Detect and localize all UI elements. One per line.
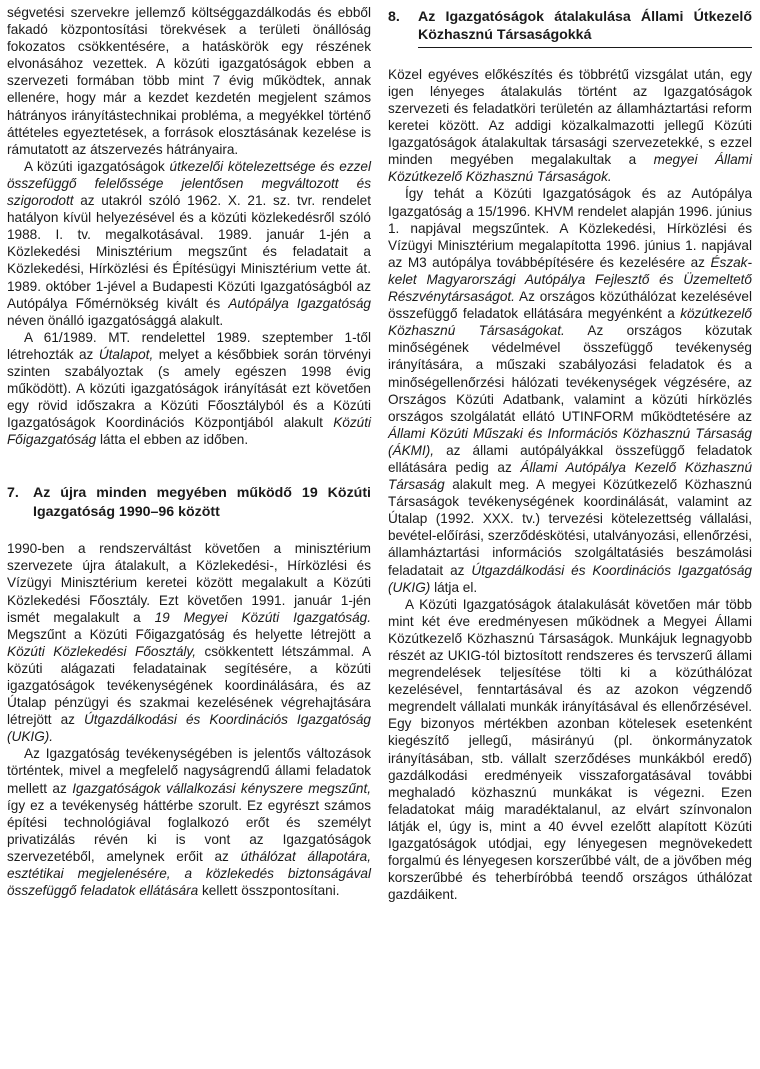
emphasis: úthálózat állapotára, esztétikai megjelenésére, a közlekedés biztonságával összefüggő feladatok ellátására [7, 848, 371, 899]
emphasis: Igazgatóságok vállalkozási kényszere megszűnt, [72, 780, 372, 796]
section-title: Az Igazgatóságok átalakulása Állami Útkezelő Közhasznú Társaságokká [418, 9, 752, 44]
heading-underline [418, 47, 752, 48]
paragraph: ségvetési szervekre jellemző költséggazdálkodás és ebből fakadó központosítási törekvések a területi önállóság fokozatos csökkentésére, a hatáskörök egy részének elvonásához vezettek. A közúti igazgatóságok ebben a szervezeti formában több mint 7 évig működtek, annak ellenére, hogy már a kezdet kezdetén megjelent számos hátrányos irányítástechnikai probléma, a megyékkel történő áttételes egyeztetések, a források elosztásának kezelése is rámutatott az átszervezés hátrányaira. [7, 5, 371, 157]
emphasis: Állami Autópálya Kezelő Közhasznú Társaság [388, 459, 753, 493]
section-7 [7, 484, 371, 899]
paragraph: Az Igazgatóság tevékenységében is jelentős változások történtek, mivel a megfelelő nagyságrendű állami feladatok mellett az Igazgatóságok vállalkozási kényszere megszűnt, így ez a tevékenység háttérbe szorult. Ez egyrészt számos építési technológiával foglalkozó erőt és személyt privatizálás révén ki is vont az Igazgatóságok szervezetéből, amelynek erőit az úthálózat állapotára, esztétikai megjelenésére, a közlekedés biztonságával összefüggő feladatok ellátására kellett összpontosítani. [7, 746, 372, 899]
emphasis: Közúti Közlekedési Főosztály, [7, 643, 196, 659]
paragraph: Közel egyéves előkészítés és többrétű vizsgálat után, egy igen lényeges átalakulás történt az Igazgatóságok szervezeti és feladatköri területén az államháztartási reform keretei között. Az addigi közalkalmazotti jellegű Közúti Igazgatóságok átalakultak társasági szervezetekké, s ezzel minden megyében megalakultak a megyei Állami Közútkezelő Közhasznú Társaságok. [388, 66, 752, 185]
emphasis: 19 Megyei Közúti Igazgatóság. [154, 609, 372, 625]
section-number: 7. [7, 485, 19, 502]
emphasis: megyei Állami Közútkezelő Közhasznú Társaságok. [388, 152, 752, 185]
emphasis: Útgazdálkodási és Koordinációs Igazgatóság (UKIG) [388, 562, 752, 595]
paragraph: Így tehát a Közúti Igazgatóságok és az Autópálya Igazgatóság a 15/1996. KHVM rendelet alapján 1996. június 1. napjával megszűntek. A Közlekedési, Hírközlési és Vízügyi Minisztérium megalapította 1996. június 1. napjával az M3 autópálya továbbépítésére és kezelésére az Észak-kelet Magyarországi Autópálya Fejlesztő és Üzemeltető Részvénytársaságot. Az országos közúthálózat kezelésével összefüggő feladatok ellátására megyénként a közútkezelő Közhasznú Társaságokat. Az országos közutak minőségének védelmével összefüggő tevékenység irányítására, a műszaki szabályozási feladatok és a minőségellenőrzési hálózati tevékenységek végzésére, az Országos Közúti Adatbank, valamint a közúti hírközlés országos szolgálatát ellátó UTINFORM működtetésére az Állami Közúti Műszaki és Információs Közhasznú Társaság (ÁKMI), az állami autópályákkal összefüggő feladatok ellátására pedig az Állami Autópálya Kezelő Közhasznú Társaság alakult meg. A megyei Közútkezelő Közhasznú Társaságok tevékenységének koordinálását, valamint az Útalap (1992. XXX. tv.) tervezési kötelezettség vállalási, bevétel-előírási, szerződéskötési, utalványozási, ellenőrzési, államháztartási információs szolgáltatásiés beszámolási feladatait az Útgazdálkodási és Koordinációs Igazgatóság (UKIG) látja el. [388, 186, 753, 595]
paragraph: 1990-ben a rendszerváltást követően a minisztérium szervezete újra átalakult, a Közlekedési-, Hírközlési és Vízügyi Minisztérium keretei között megalakult a Közúti Közlekedési Főosztály. Ezt követően 1991. január 1-jén ismét megalakult a 19 Megyei Közúti Igazgatóság. Megszűnt a Közúti Főigazgatóság és helyette létrejött a Közúti Közlekedési Főosztály, csökkentett létszámmal. A közúti alágazati feladatainak segítésére, a közúti igazgatóságok tevékenységének koordinálására, és az Útalap pénzügyi és szakmai kezelésének végrehajtására létrejött az Útgazdálkodási és Koordinációs Igazgatóság (UKIG). [7, 541, 372, 745]
emphasis: Útalapot, [98, 346, 154, 362]
section-number: 8. [388, 9, 400, 25]
paragraph: A Közúti Igazgatóságok átalakulását követően már több mint két éve eredményesen működnek a Megyei Állami Közútkezelő Közhasznú Társaságok. Munkájuk legnagyobb részét az UKIG-tól biztosított rendszeres és tervszerű állami megrendelések teljesítése tölti ki a közúthálózat kezelésével, fenntartásával és az azokon végzendő megrendelt vállalati munkák irányításával és ellenőrzésével. Egy bizonyos mértékben azonban kötelesek esetenként kiegészítő jellegű, másirányú (pl. önkormányzatok irányításában, stb. vállalt szerződéses munkákból eredő) gazdálkodási eredményeik visszaforgatásával további meghaladó közhasznú munkákat is végezni. Ezen feladatokat máig maradéktalanul, az elvárt színvonalon látják el, úgy is, mint a 40 évvel ezelőtt alapított Közúti Igazgatóságok utódjai, egy lényegesen megnövekedett forgalmú és lényegesen korszerűbbé vált, de a jövőben még korszerűbbé és teherbíróbbá teendő országos úthálózat gazdáikent. [388, 596, 752, 903]
emphasis: Észak-kelet Magyarországi Autópálya Fejlesztő és Üzemeltető Részvénytársaságot. [388, 254, 752, 305]
section-heading [388, 8, 752, 48]
emphasis: Útgazdálkodási és Koordinációs Igazgatóság (UKIG). [7, 712, 371, 745]
emphasis: Autópálya Igazgatóság [228, 295, 371, 311]
section-8 [388, 8, 752, 903]
emphasis: közútkezelő Közhasznú Társaságokat. [388, 306, 752, 339]
paragraph: A közúti igazgatóságok útkezelői kötelezettsége és ezzel összefüggő felelőssége jelentősen megváltozott és szigorodott az utakról szóló 1962. X. 21. sz. tvr. rendelet hatályon kívül helyezésével és a közúti közlekedésről szóló 1988. I. tv. megalkotásával. 1989. január 1-jén a Közlekedési Minisztérium megszűnt és feladatait a Közlekedési, Hírközlési és Építésügyi Minisztérium vette át. 1989. október 1-jével a Budapesti Közúti Igazgatóságból az Autópálya Főmérnökség kivált és Autópálya Igazgatóság néven önálló igazgatósággá alakult. [7, 158, 371, 328]
section-title: Az újra minden megyében működő 19 Közúti Igazgatóság 1990–96 között [33, 485, 371, 520]
emphasis: Állami Közúti Műszaki és Információs Közhasznú Társaság (ÁKMI), [388, 425, 752, 458]
emphasis: Közúti Főigazgatóság [7, 415, 371, 448]
right-column [388, 8, 752, 903]
left-column [7, 4, 371, 899]
emphasis: útkezelői kötelezettsége és ezzel összefüggő felelőssége jelentősen megváltozott és szigorodott [7, 158, 371, 209]
paragraph: A 61/1989. MT. rendelettel 1989. szeptember 1-től létrehozták az Útalapot, melyet a későbbiek során törvényi szinten szabályoztak (s amely egészen 1998 évig működött). A közúti igazgatóságok irányítását ezt követően egy rövid időszakra a Közúti Főosztályból és a Közúti Igazgatóságok Koordinációs Központjából alakult Közúti Főigazgatóság látta el ebben az időben. [7, 329, 372, 448]
section-heading [7, 484, 371, 521]
